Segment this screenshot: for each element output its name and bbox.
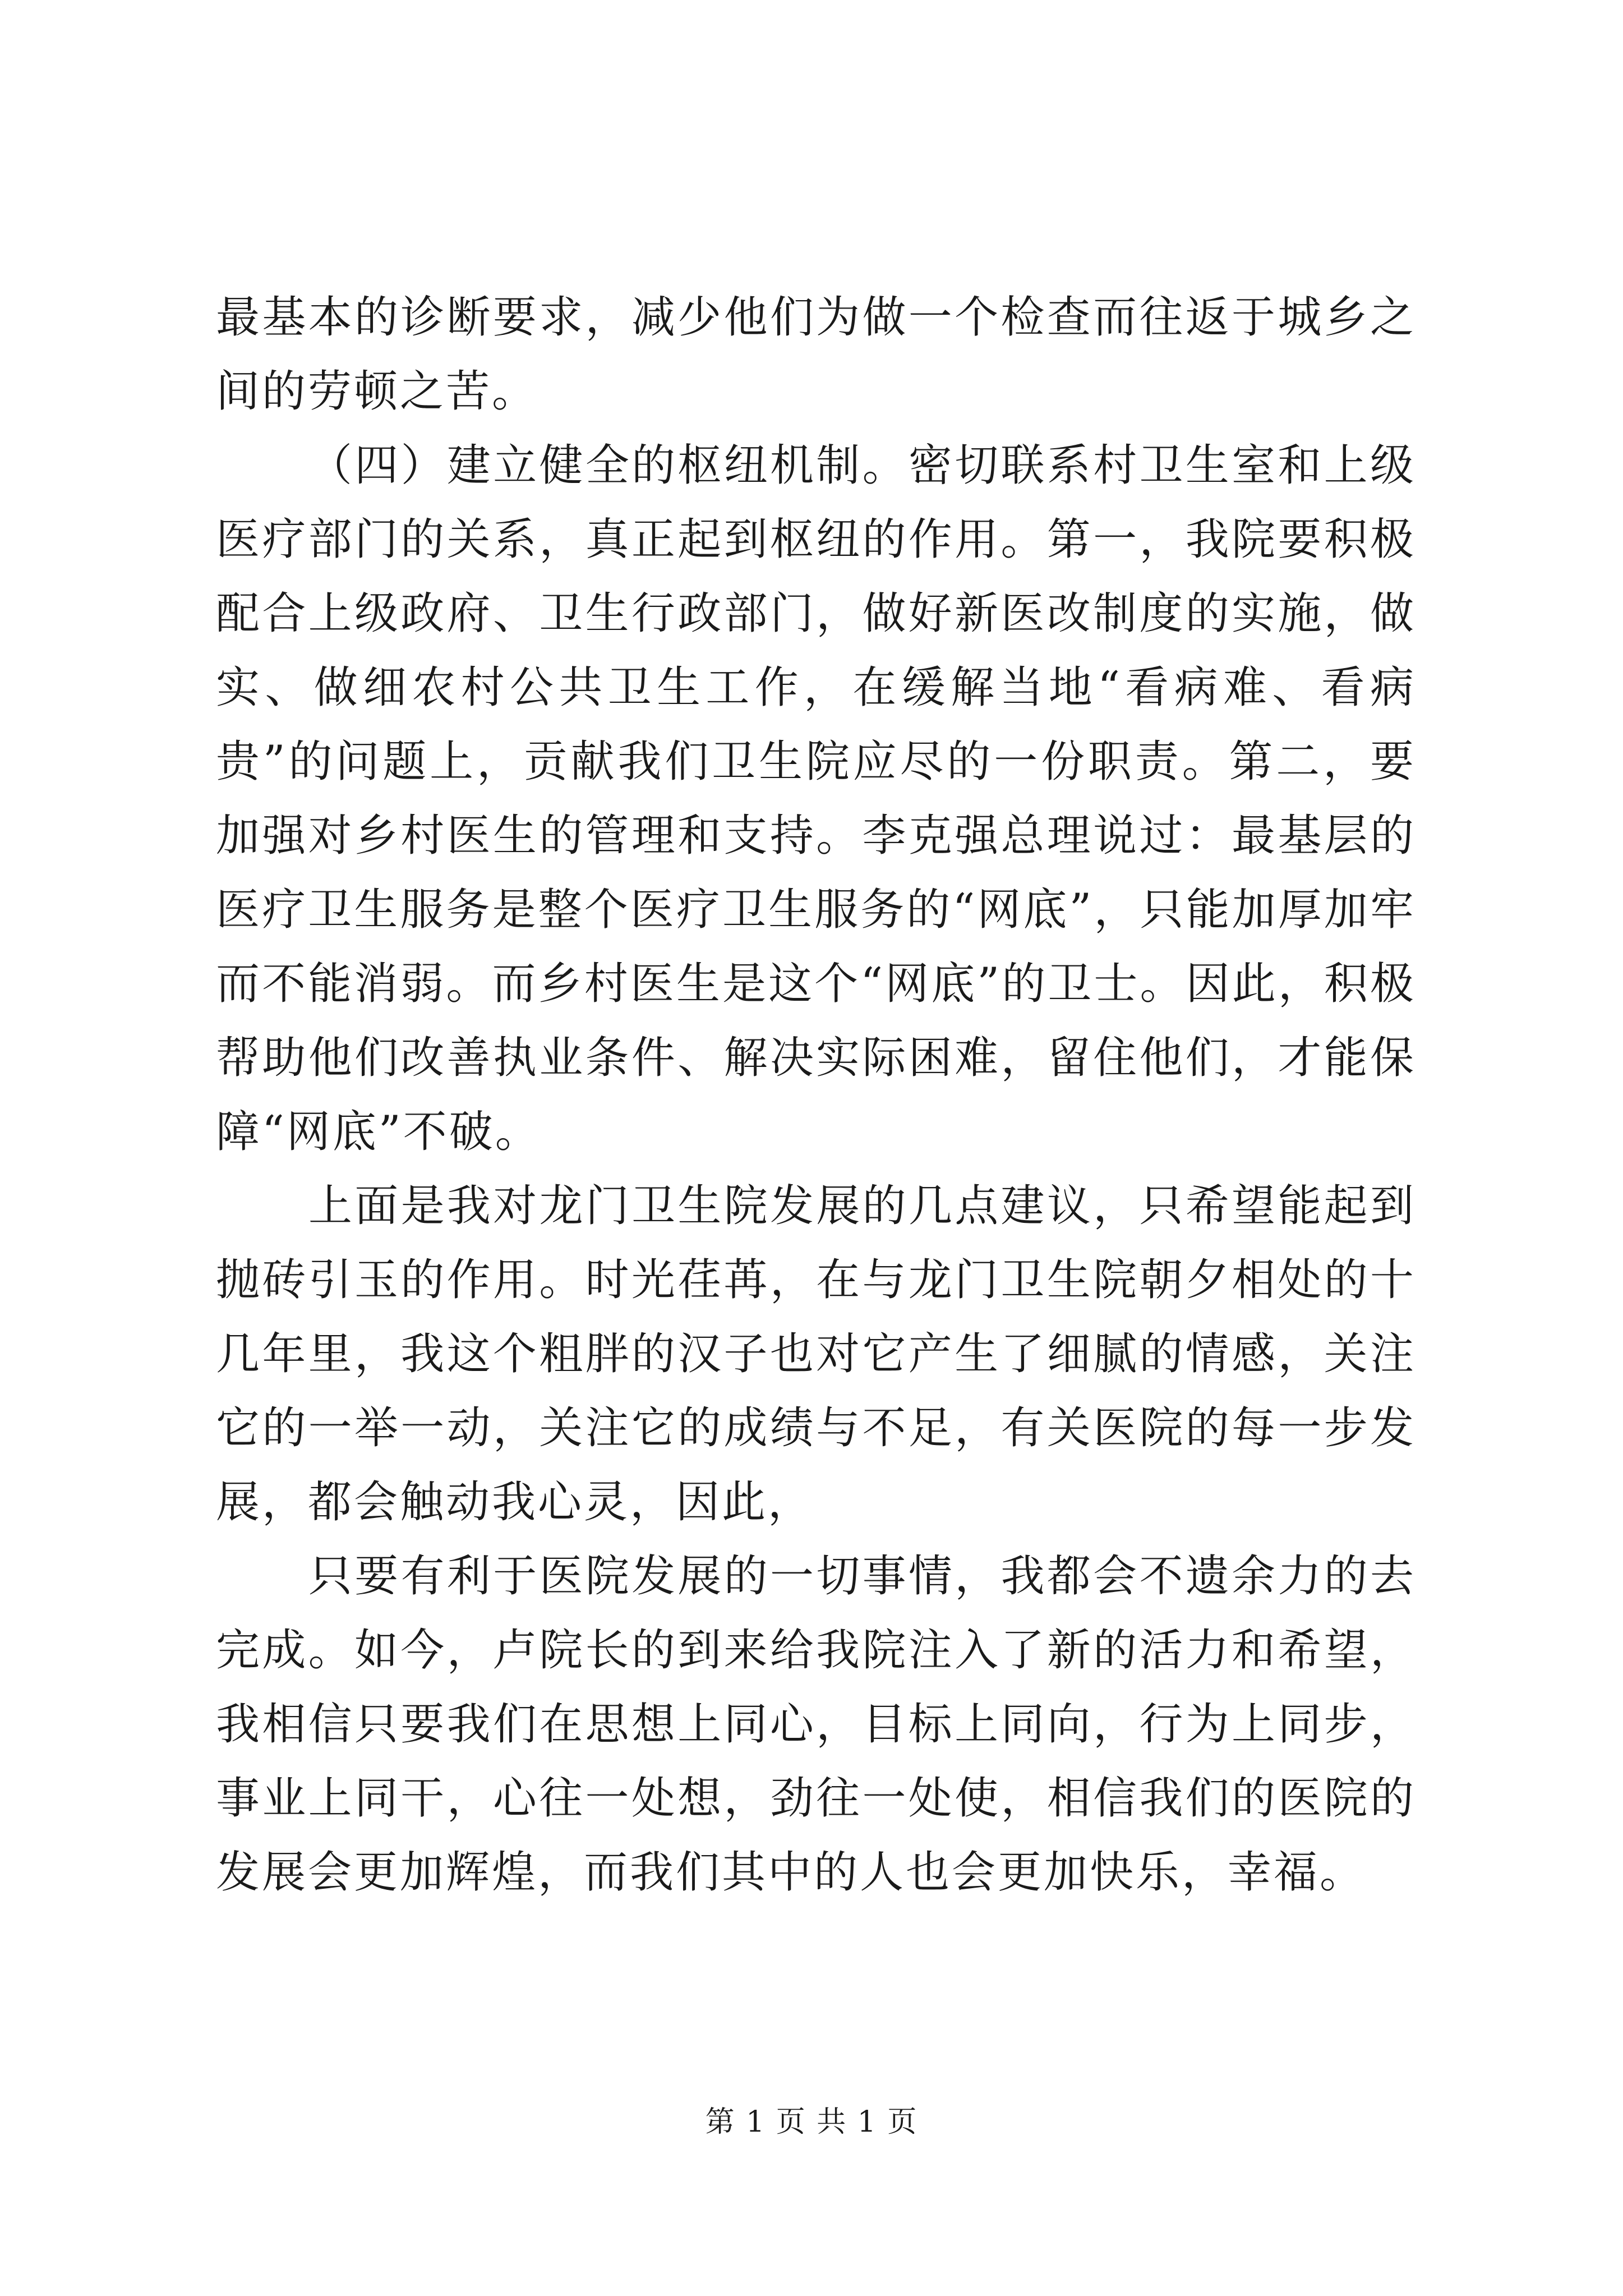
- document-body: [216, 280, 1416, 1910]
- page-footer: 第 1 页 共 1 页: [705, 2105, 918, 2139]
- paragraph-hub-mechanism: （四）建立健全的枢纽机制。密切联系村卫生室和上级医疗部门的关系，真正起到枢纽的作用。第一，我院要积极配合上级政府、卫生行政部门，做好新医改制度的实施，做实、做细农村公共卫生工作，在缓解当地“看病难、看病贵”的问题上，贡献我们卫生院应尽的一份职责。第二，要加强对乡村医生的管理和支持。李克强总理说过：最基层的医疗卫生服务是整个医疗卫生服务的“网底”，只能加厚加牢而不能消弱。而乡村医生是这个“网底”的卫士。因此，积极帮助他们改善执业条件、解决实际困难，留住他们，才能保障“网底”不破。: [216, 440, 1416, 1157]
- paragraph-conclusion: 只要有利于医院发展的一切事情，我都会不遗余力的去完成。如今，卢院长的到来给我院注入了新的活力和希望，我相信只要我们在思想上同心，目标上同向，行为上同步，事业上同干，心往一处想，劲往一处使，相信我们的医院的发展会更加辉煌，而我们其中的人也会更加快乐，幸福。: [216, 1551, 1416, 1898]
- paragraph-suggestions: 上面是我对龙门卫生院发展的几点建议，只希望能起到抛砖引玉的作用。时光荏苒，在与龙门卫生院朝夕相处的十几年里，我这个粗胖的汉子也对它产生了细腻的情感，关注它的一举一动，关注它的成绩与不足，有关医院的每一步发展，都会触动我心灵，因此，: [216, 1181, 1416, 1527]
- paragraph-continuation: 最基本的诊断要求，减少他们为做一个检查而往返于城乡之间的劳顿之苦。: [216, 292, 1416, 417]
